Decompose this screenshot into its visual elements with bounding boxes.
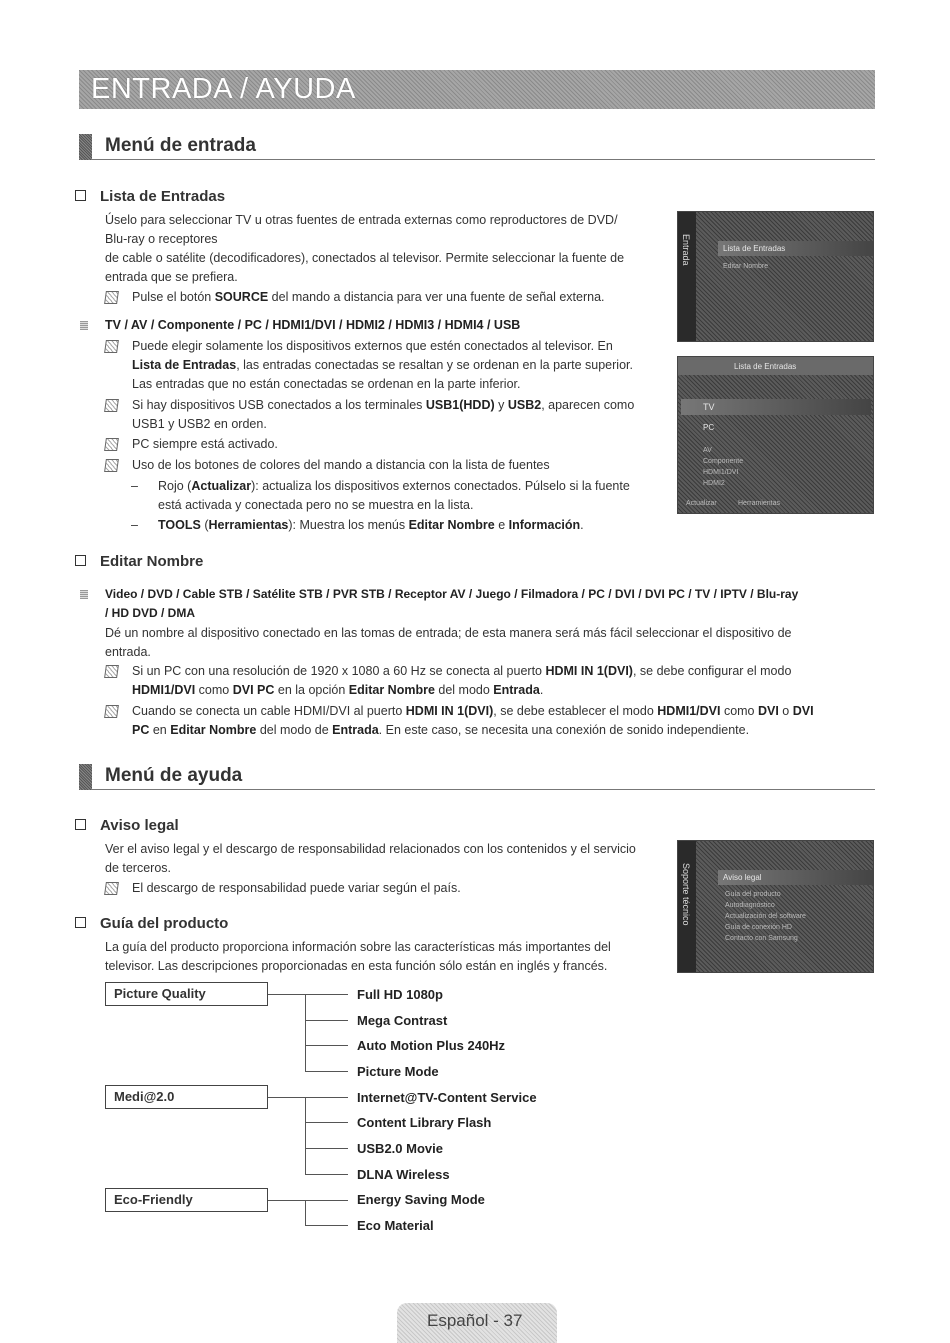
note-cable: Cuando se conecta un cable HDMI/DVI al puerto HDMI IN 1(DVI), se debe establecer el modo HDMI1/DVI como DVI o DVI PC en Editar Nombre del modo de Entrada. En este caso, se necesita una conexión de sonido independiente. <box>105 702 875 740</box>
screen-item: TV <box>703 402 715 412</box>
note-pc: PC siempre está activado. <box>105 435 670 454</box>
screen-item: Contacto con Samsung <box>725 935 798 942</box>
page-number: Español - 37 <box>427 1311 523 1330</box>
square-bullet-icon <box>80 321 88 330</box>
connector-line <box>305 1174 348 1175</box>
subheading-aviso: Aviso legal <box>75 817 179 834</box>
connector-line <box>305 1148 348 1149</box>
screen-item: Componente <box>703 458 744 465</box>
connector-line <box>305 1122 348 1123</box>
screen-button: Actualizar <box>686 500 717 507</box>
feature-group-eco: Eco-Friendly <box>105 1188 268 1212</box>
page-footer <box>397 1303 557 1343</box>
screen-item: Editar Nombre <box>723 263 769 270</box>
screen-item: AV <box>703 447 712 454</box>
section-title: Menú de entrada <box>105 135 256 156</box>
connector-line <box>268 1200 348 1201</box>
screen-item: Lista de Entradas <box>723 244 786 253</box>
section-bar <box>79 134 92 160</box>
note-colors: Uso de los botones de colores del mando a distancia con la lista de fuentes <box>105 456 670 475</box>
checkbox-bullet-icon <box>75 917 86 928</box>
connector-line <box>268 994 348 995</box>
feature-item: Auto Motion Plus 240Hz <box>357 1038 506 1053</box>
device-list: Video / DVD / Cable STB / Satélite STB / PVR STB / Receptor AV / Juego / Filmadora / PC / DVI / DVI PC / TV / IPTV / Blu-ray / HD DVD / DMA <box>78 585 878 623</box>
feature-item: Eco Material <box>357 1218 434 1233</box>
section-heading-ayuda <box>79 764 875 790</box>
feature-item: Mega Contrast <box>357 1013 448 1028</box>
screen-sidebar: Soporte técnico <box>678 841 696 972</box>
editar-paragraph: Dé un nombre al dispositivo conectado en las tomas de entrada; de esta manera será más fácil seleccionar el dispositivo de entrada. <box>105 626 792 659</box>
feature-item: Energy Saving Mode <box>357 1192 485 1207</box>
feature-item: DLNA Wireless <box>357 1167 450 1182</box>
screen-item: Aviso legal <box>723 873 762 882</box>
aviso-paragraph: Ver el aviso legal y el descargo de responsabilidad relacionados con los contenidos y el servicio de terceros. <box>105 842 636 875</box>
connector-line <box>305 1045 348 1046</box>
connector-line <box>305 994 306 1071</box>
checkbox-bullet-icon <box>75 555 86 566</box>
screen-item: HDMI1/DVI <box>703 469 739 476</box>
dash-red: – Rojo (Actualizar): actualiza los dispositivos externos conectados. Púlselo si la fuente está activada y conectada pero no se muestra en la lista. <box>131 479 630 512</box>
note-icon <box>104 438 119 451</box>
note-disclaimer: El descargo de responsabilidad puede variar según el país. <box>105 879 675 898</box>
screen-button: Herramientas <box>738 500 781 507</box>
feature-item: Internet@TV-Content Service <box>357 1090 537 1105</box>
screenshot-support-menu <box>677 840 874 973</box>
note-usb: Si hay dispositivos USB conectados a los terminales USB1(HDD) y USB2, aparecen como USB1 y USB2 en orden. <box>105 396 670 434</box>
screen-sidebar: Entrada <box>678 212 696 341</box>
banner-title: ENTRADA / AYUDA <box>91 73 356 105</box>
subheading-lista: Lista de Entradas <box>75 188 225 205</box>
feature-group-media: Medi@2.0 <box>105 1085 268 1109</box>
page-banner <box>79 70 875 109</box>
note-resolution: Si un PC con una resolución de 1920 x 1080 a 60 Hz se conecta al puerto HDMI IN 1(DVI), se debe configurar el modo HDMI1/DVI como DVI PC en la opción Editar Nombre del modo Entrada. <box>105 662 875 700</box>
lista-paragraph: Úselo para seleccionar TV u otras fuentes de entrada externas como reproductores de DVD/ Blu-ray o receptores de cable o satélite (decodificadores), conectados al televisor. Permite seleccionar la fuente de entrada que se prefiera. <box>105 213 625 284</box>
note-icon <box>104 399 119 412</box>
connector-line <box>305 1097 306 1174</box>
subheading-guia: Guía del producto <box>75 915 228 932</box>
note-connected: Puede elegir solamente los dispositivos externos que estén conectados al televisor. En Lista de Entradas, las entradas conectadas se resaltan y se ordenan en la parte superior. Las entradas que no están conectadas se ordenan en la parte inferior. <box>105 337 670 394</box>
screen-item: Autodiagnóstico <box>725 902 775 909</box>
guia-paragraph: La guía del producto proporciona información sobre las características más importantes del televisor. Las descripciones proporcionadas en esta función sólo están en inglés y francés. <box>105 940 611 973</box>
connector-line <box>305 1071 348 1072</box>
feature-item: Content Library Flash <box>357 1115 492 1130</box>
section-bar <box>79 764 92 790</box>
square-bullet-icon <box>80 590 88 599</box>
connector-line <box>268 1097 348 1098</box>
subheading-editar: Editar Nombre <box>75 553 203 570</box>
checkbox-bullet-icon <box>75 190 86 201</box>
note-icon <box>104 459 119 472</box>
screen-item: PC <box>703 423 715 432</box>
note-icon <box>104 882 119 895</box>
connector-line <box>305 1020 348 1021</box>
screenshot-source-list <box>677 356 874 514</box>
connector-line <box>305 1200 306 1225</box>
screen-item: Guía de conexión HD <box>725 924 792 931</box>
source-list: TV / AV / Componente / PC / HDMI1/DVI / HDMI2 / HDMI3 / HDMI4 / USB <box>78 316 678 335</box>
checkbox-bullet-icon <box>75 819 86 830</box>
screen-item: Actualización del software <box>725 913 806 920</box>
note-icon <box>104 705 119 718</box>
screenshot-input-menu <box>677 211 874 342</box>
connector-line <box>305 1225 348 1226</box>
dash-tools: – TOOLS (Herramientas): Muestra los menús Editar Nombre e Información. <box>131 518 584 532</box>
screen-item: Guía del producto <box>725 891 781 898</box>
note-icon <box>104 340 119 353</box>
feature-item: Full HD 1080p <box>357 987 443 1002</box>
section-title: Menú de ayuda <box>105 765 243 786</box>
feature-item: USB2.0 Movie <box>357 1141 443 1156</box>
note-source: Pulse el botón SOURCE del mando a distancia para ver una fuente de señal externa. <box>105 288 670 307</box>
section-heading-entrada <box>79 134 875 160</box>
feature-group-picture-quality: Picture Quality <box>105 982 268 1006</box>
note-icon <box>104 665 119 678</box>
screen-title: Lista de Entradas <box>734 362 797 371</box>
screen-item: HDMI2 <box>703 480 725 487</box>
feature-item: Picture Mode <box>357 1064 439 1079</box>
note-icon <box>104 291 119 304</box>
